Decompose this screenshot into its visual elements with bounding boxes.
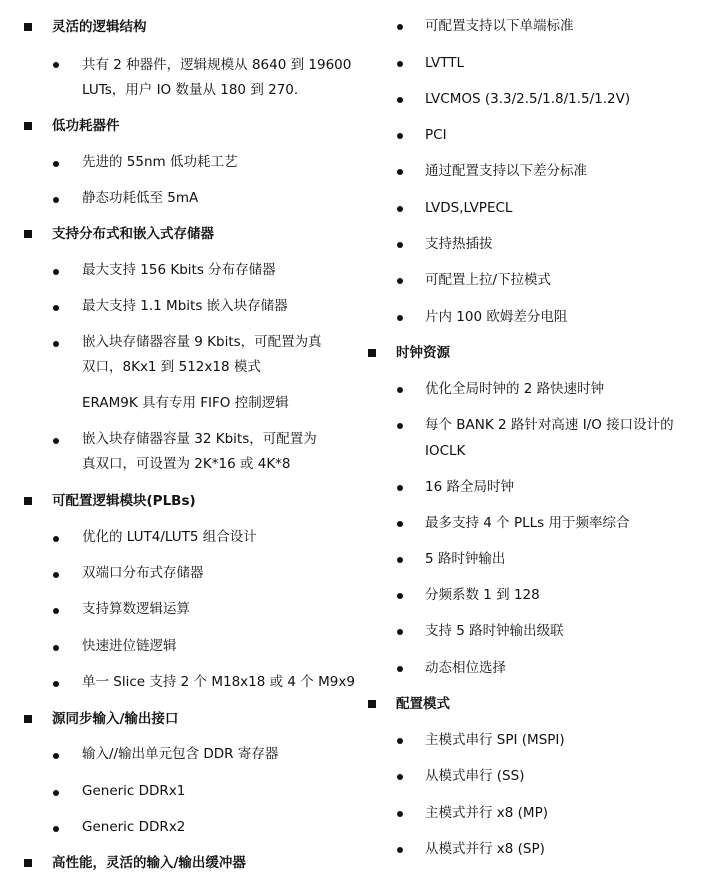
list-bullet-icon	[53, 305, 59, 311]
list-item: LVTTL	[425, 55, 465, 71]
list-bullet-icon	[53, 161, 59, 167]
section-heading: 可配置逻辑模块(PLBs)	[52, 493, 196, 509]
list-item-continuation: 双口，8Kx1 到 512x18 模式	[82, 359, 261, 375]
list-bullet-icon	[397, 847, 403, 853]
list-item: 先进的 55nm 低功耗工艺	[82, 154, 238, 170]
section-heading: 配置模式	[396, 696, 450, 712]
list-bullet-icon	[397, 61, 403, 67]
list-bullet-icon	[397, 738, 403, 744]
list-item: 片内 100 欧姆差分电阻	[425, 309, 568, 325]
section-heading: 高性能，灵活的输入/输出缓冲器	[52, 855, 246, 871]
list-item: 通过配置支持以下差分标准	[425, 163, 587, 179]
section-heading: 时钟资源	[396, 345, 450, 361]
list-bullet-icon	[53, 536, 59, 542]
list-item: 最大支持 156 Kbits 分布存储器	[82, 262, 276, 278]
list-item: 单一 Slice 支持 2 个 M18x18 或 4 个 M9x9	[82, 674, 355, 690]
list-item: Generic DDRx1	[82, 783, 186, 799]
list-bullet-icon	[397, 206, 403, 212]
list-item: 可配置上拉/下拉模式	[425, 272, 552, 288]
section-bullet-icon	[368, 349, 376, 357]
list-bullet-icon	[397, 593, 403, 599]
list-item: LVCMOS (3.3/2.5/1.8/1.5/1.2V)	[425, 91, 631, 107]
list-item: 嵌入块存储器容量 32 Kbits，可配置为	[82, 431, 317, 447]
list-bullet-icon	[53, 572, 59, 578]
list-bullet-icon	[53, 645, 59, 651]
list-bullet-icon	[397, 557, 403, 563]
list-bullet-icon	[53, 681, 59, 687]
list-bullet-icon	[397, 423, 403, 429]
list-item: 嵌入块存储器容量 9 Kbits，可配置为真	[82, 334, 322, 350]
list-item: 16 路全局时钟	[425, 479, 514, 495]
list-item: 快速进位链逻辑	[82, 638, 177, 654]
list-item: 从模式并行 x8 (SP)	[425, 841, 545, 857]
list-bullet-icon	[397, 133, 403, 139]
list-item: 动态相位选择	[425, 660, 506, 676]
list-bullet-icon	[397, 521, 403, 527]
section-bullet-icon	[24, 715, 32, 723]
section-bullet-icon	[24, 859, 32, 867]
list-item: 静态功耗低至 5mA	[82, 190, 199, 206]
list-bullet-icon	[397, 629, 403, 635]
list-bullet-icon	[53, 62, 59, 68]
list-bullet-icon	[397, 774, 403, 780]
list-item: PCI	[425, 127, 447, 143]
list-bullet-icon	[53, 341, 59, 347]
section-bullet-icon	[368, 700, 376, 708]
list-item: 主模式并行 x8 (MP)	[425, 805, 548, 821]
list-item: 最大支持 1.1 Mbits 嵌入块存储器	[82, 298, 288, 314]
list-bullet-icon	[53, 197, 59, 203]
list-item: 支持热插拔	[425, 236, 493, 252]
list-item: 优化全局时钟的 2 路快速时钟	[425, 381, 605, 397]
list-item: 最多支持 4 个 PLLs 用于频率综合	[425, 515, 630, 531]
list-bullet-icon	[397, 169, 403, 175]
list-bullet-icon	[397, 24, 403, 30]
list-item: 5 路时钟输出	[425, 551, 506, 567]
list-item: 分频系数 1 到 128	[425, 587, 540, 603]
list-bullet-icon	[53, 438, 59, 444]
list-bullet-icon	[397, 666, 403, 672]
list-bullet-icon	[53, 753, 59, 759]
section-heading: 源同步输入/输出接口	[52, 711, 179, 727]
list-bullet-icon	[397, 387, 403, 393]
list-bullet-icon	[397, 315, 403, 321]
section-heading: 低功耗器件	[52, 118, 120, 134]
list-item: 从模式串行 (SS)	[425, 768, 525, 784]
list-item: LVDS,LVPECL	[425, 200, 513, 216]
section-bullet-icon	[24, 230, 32, 238]
list-item: Generic DDRx2	[82, 819, 186, 835]
list-item-continuation: 真双口，可设置为 2K*16 或 4K*8	[82, 456, 291, 472]
list-bullet-icon	[53, 790, 59, 796]
section-bullet-icon	[24, 23, 32, 31]
list-item: 共有 2 种器件，逻辑规模从 8640 到 19600	[82, 57, 352, 73]
list-item-continuation: IOCLK	[425, 443, 466, 459]
section-bullet-icon	[24, 122, 32, 130]
list-bullet-icon	[53, 608, 59, 614]
list-item: 每个 BANK 2 路针对高速 I/O 接口设计的	[425, 417, 674, 433]
list-item: 支持 5 路时钟输出级联	[425, 623, 564, 639]
section-heading: 灵活的逻辑结构	[52, 19, 147, 35]
list-bullet-icon	[397, 278, 403, 284]
list-bullet-icon	[53, 269, 59, 275]
list-item: 支持算数逻辑运算	[82, 601, 190, 617]
list-bullet-icon	[397, 485, 403, 491]
list-item-continuation: LUTs，用户 IO 数量从 180 到 270.	[82, 82, 299, 98]
section-bullet-icon	[24, 497, 32, 505]
list-item-note: ERAM9K 具有专用 FIFO 控制逻辑	[82, 395, 289, 411]
list-bullet-icon	[397, 811, 403, 817]
list-bullet-icon	[397, 242, 403, 248]
list-item: 优化的 LUT4/LUT5 组合设计	[82, 529, 257, 545]
list-item: 可配置支持以下单端标准	[425, 18, 574, 34]
list-item: 输入//输出单元包含 DDR 寄存器	[82, 746, 279, 762]
list-item: 主模式串行 SPI (MSPI)	[425, 732, 565, 748]
section-heading: 支持分布式和嵌入式存储器	[52, 226, 214, 242]
list-bullet-icon	[53, 826, 59, 832]
list-item: 双端口分布式存储器	[82, 565, 204, 581]
list-bullet-icon	[397, 97, 403, 103]
